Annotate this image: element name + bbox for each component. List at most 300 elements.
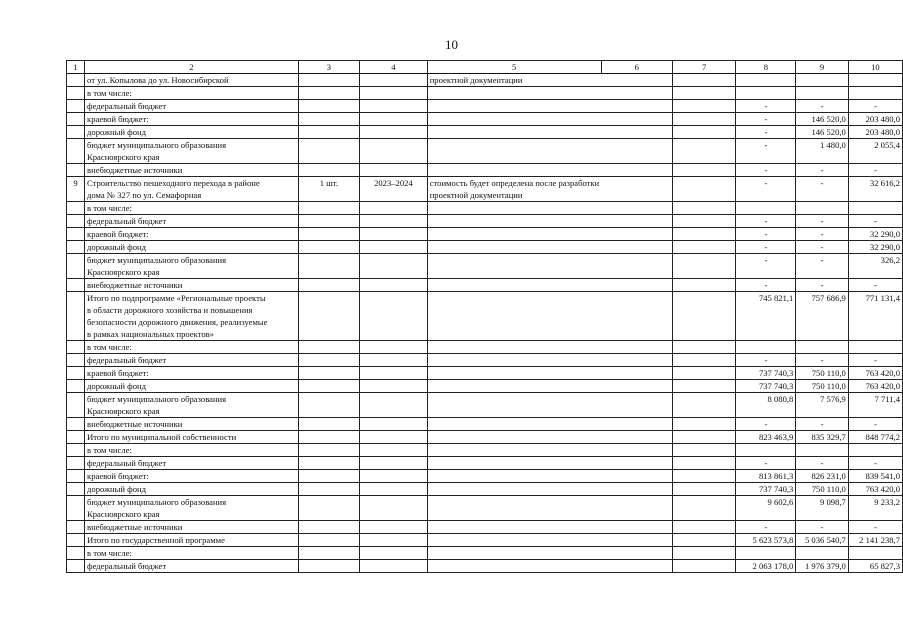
table-row bbox=[67, 292, 903, 341]
item-name-cell bbox=[85, 100, 299, 113]
note-cell bbox=[427, 228, 601, 241]
empty-cell bbox=[672, 444, 736, 457]
unit-cell bbox=[298, 354, 359, 367]
item-name-cell bbox=[85, 367, 299, 380]
table-row bbox=[67, 367, 903, 380]
item-name-line: краевой бюджет: bbox=[87, 229, 149, 239]
empty-cell bbox=[672, 113, 736, 126]
amount-2024-cell: 750 110,0 bbox=[796, 380, 848, 393]
item-name-line: в области дорожного хозяйства и повышения bbox=[87, 305, 253, 315]
empty-cell bbox=[672, 457, 736, 470]
table-row bbox=[67, 164, 903, 177]
amount-2025-cell: - bbox=[848, 418, 902, 431]
item-name-cell bbox=[85, 354, 299, 367]
period-cell bbox=[360, 534, 428, 547]
empty-cell bbox=[672, 380, 736, 393]
table-row bbox=[67, 444, 903, 457]
item-name-line: краевой бюджет: bbox=[87, 368, 149, 378]
empty-cell bbox=[601, 367, 672, 380]
row-number-cell bbox=[67, 354, 85, 367]
note-cell bbox=[427, 444, 601, 457]
item-name-line: дорожный фонд bbox=[87, 484, 146, 494]
period-cell bbox=[360, 87, 428, 100]
item-name-cell bbox=[85, 113, 299, 126]
table-row bbox=[67, 254, 903, 279]
empty-cell bbox=[672, 341, 736, 354]
amount-2025-cell: 2 055,4 bbox=[848, 139, 902, 164]
empty-cell bbox=[601, 341, 672, 354]
amount-2025-cell: 203 480,0 bbox=[848, 113, 902, 126]
unit-cell bbox=[298, 228, 359, 241]
unit-cell bbox=[298, 87, 359, 100]
note-cell bbox=[427, 100, 601, 113]
column-number: 2 bbox=[85, 61, 299, 74]
empty-cell bbox=[601, 354, 672, 367]
item-name-line: дорожный фонд bbox=[87, 242, 146, 252]
unit-cell bbox=[298, 139, 359, 164]
empty-cell bbox=[672, 215, 736, 228]
empty-cell bbox=[672, 202, 736, 215]
amount-2023-cell: - bbox=[736, 215, 796, 228]
item-name-line: в рамках национальных проектов» bbox=[87, 329, 214, 339]
table-row bbox=[67, 341, 903, 354]
unit-cell bbox=[298, 202, 359, 215]
item-name-line: федеральный бюджет bbox=[87, 216, 167, 226]
empty-cell bbox=[601, 292, 672, 341]
empty-cell bbox=[601, 254, 672, 279]
empty-cell bbox=[601, 87, 672, 100]
period-cell bbox=[360, 74, 428, 87]
item-name-cell bbox=[85, 292, 299, 341]
row-number-cell bbox=[67, 367, 85, 380]
item-name-line: Итого по муниципальной собственности bbox=[87, 432, 237, 442]
amount-2024-cell: 1 480,0 bbox=[796, 139, 848, 164]
empty-cell bbox=[601, 126, 672, 139]
period-cell bbox=[360, 202, 428, 215]
amount-2024-cell bbox=[796, 74, 848, 87]
period-cell bbox=[360, 100, 428, 113]
note-cell bbox=[427, 164, 601, 177]
unit-cell bbox=[298, 393, 359, 418]
row-number-cell bbox=[67, 139, 85, 164]
row-number-cell bbox=[67, 534, 85, 547]
table-row bbox=[67, 139, 903, 164]
amount-2023-cell bbox=[736, 202, 796, 215]
empty-cell bbox=[672, 534, 736, 547]
period-cell: 2023–2024 bbox=[360, 177, 428, 202]
table-row bbox=[67, 126, 903, 139]
item-name-line: внебюджетные источники bbox=[87, 419, 183, 429]
item-name-cell bbox=[85, 457, 299, 470]
unit-cell: 1 шт. bbox=[298, 177, 359, 202]
unit-cell bbox=[298, 367, 359, 380]
item-name-line: безопасности дорожного движения, реализуемые bbox=[87, 317, 268, 327]
unit-cell bbox=[298, 292, 359, 341]
note-cell bbox=[427, 367, 601, 380]
amount-2025-cell: 763 420,0 bbox=[848, 380, 902, 393]
item-name-cell bbox=[85, 496, 299, 521]
amount-2025-cell: 848 774,2 bbox=[848, 431, 902, 444]
row-number-cell: 9 bbox=[67, 177, 85, 202]
item-name-cell bbox=[85, 177, 299, 202]
item-name-line: дома № 327 по ул. Семафорная bbox=[87, 190, 202, 200]
table-row bbox=[67, 354, 903, 367]
note-line: проектной документации bbox=[429, 75, 523, 85]
amount-2024-cell: - bbox=[796, 228, 848, 241]
item-name-line: в том числе: bbox=[87, 445, 132, 455]
amount-2023-cell bbox=[736, 547, 796, 560]
row-number-cell bbox=[67, 164, 85, 177]
empty-cell bbox=[601, 164, 672, 177]
item-name-line: в том числе: bbox=[87, 88, 132, 98]
amount-2025-cell: - bbox=[848, 279, 902, 292]
period-cell bbox=[360, 483, 428, 496]
item-name-line: дорожный фонд bbox=[87, 381, 146, 391]
amount-2025-cell: 2 141 238,7 bbox=[848, 534, 902, 547]
empty-cell bbox=[672, 74, 736, 87]
amount-2025-cell: 763 420,0 bbox=[848, 483, 902, 496]
amount-2024-cell: - bbox=[796, 521, 848, 534]
amount-2024-cell bbox=[796, 444, 848, 457]
empty-cell bbox=[672, 496, 736, 521]
row-number-cell bbox=[67, 228, 85, 241]
unit-cell bbox=[298, 470, 359, 483]
note-cell bbox=[427, 483, 601, 496]
table-row bbox=[67, 418, 903, 431]
period-cell bbox=[360, 113, 428, 126]
period-cell bbox=[360, 279, 428, 292]
amount-2023-cell: - bbox=[736, 228, 796, 241]
item-name-cell bbox=[85, 431, 299, 444]
table-row bbox=[67, 215, 903, 228]
item-name-cell bbox=[85, 87, 299, 100]
row-number-cell bbox=[67, 521, 85, 534]
amount-2023-cell: - bbox=[736, 279, 796, 292]
amount-2024-cell: - bbox=[796, 215, 848, 228]
item-name-cell bbox=[85, 521, 299, 534]
period-cell bbox=[360, 228, 428, 241]
amount-2025-cell: - bbox=[848, 354, 902, 367]
amount-2025-cell: 7 711,4 bbox=[848, 393, 902, 418]
item-name-line: бюджет муниципального образования bbox=[87, 255, 227, 265]
empty-cell bbox=[672, 87, 736, 100]
item-name-cell bbox=[85, 202, 299, 215]
amount-2024-cell: 757 686,9 bbox=[796, 292, 848, 341]
amount-2024-cell: - bbox=[796, 279, 848, 292]
amount-2024-cell: - bbox=[796, 177, 848, 202]
amount-2023-cell: 745 821,1 bbox=[736, 292, 796, 341]
amount-2023-cell bbox=[736, 74, 796, 87]
amount-2025-cell: 763 420,0 bbox=[848, 367, 902, 380]
item-name-line: Строительство пешеходного перехода в районе bbox=[87, 178, 260, 188]
period-cell bbox=[360, 418, 428, 431]
row-number-cell bbox=[67, 292, 85, 341]
item-name-line: Итого по государственной программе bbox=[87, 535, 225, 545]
amount-2024-cell: - bbox=[796, 100, 848, 113]
empty-cell bbox=[672, 279, 736, 292]
item-name-line: внебюджетные источники bbox=[87, 165, 183, 175]
empty-cell bbox=[601, 470, 672, 483]
item-name-cell bbox=[85, 215, 299, 228]
table-row bbox=[67, 113, 903, 126]
item-name-line: Красноярского края bbox=[87, 406, 160, 416]
item-name-cell bbox=[85, 279, 299, 292]
item-name-line: бюджет муниципального образования bbox=[87, 394, 227, 404]
item-name-cell bbox=[85, 534, 299, 547]
item-name-line: краевой бюджет: bbox=[87, 114, 149, 124]
row-number-cell bbox=[67, 279, 85, 292]
note-cell bbox=[427, 254, 601, 279]
amount-2025-cell: - bbox=[848, 100, 902, 113]
empty-cell bbox=[601, 496, 672, 521]
empty-cell bbox=[672, 560, 736, 573]
row-number-cell bbox=[67, 560, 85, 573]
note-cell bbox=[427, 431, 601, 444]
amount-2024-cell bbox=[796, 87, 848, 100]
note-cell bbox=[427, 470, 601, 483]
item-name-line: федеральный бюджет bbox=[87, 101, 167, 111]
item-name-line: бюджет муниципального образования bbox=[87, 497, 227, 507]
unit-cell bbox=[298, 341, 359, 354]
period-cell bbox=[360, 241, 428, 254]
note-cell bbox=[427, 177, 601, 202]
amount-2024-cell: 146 520,0 bbox=[796, 126, 848, 139]
item-name-cell bbox=[85, 483, 299, 496]
note-cell bbox=[427, 74, 601, 87]
column-number: 5 bbox=[427, 61, 601, 74]
amount-2025-cell: 326,2 bbox=[848, 254, 902, 279]
empty-cell bbox=[672, 547, 736, 560]
amount-2024-cell: 835 329,7 bbox=[796, 431, 848, 444]
item-name-cell bbox=[85, 547, 299, 560]
amount-2023-cell: - bbox=[736, 354, 796, 367]
amount-2023-cell: - bbox=[736, 113, 796, 126]
amount-2025-cell: - bbox=[848, 215, 902, 228]
period-cell bbox=[360, 126, 428, 139]
note-cell bbox=[427, 279, 601, 292]
amount-2023-cell: - bbox=[736, 139, 796, 164]
unit-cell bbox=[298, 164, 359, 177]
empty-cell bbox=[672, 521, 736, 534]
item-name-line: в том числе: bbox=[87, 342, 132, 352]
item-name-cell bbox=[85, 139, 299, 164]
note-cell bbox=[427, 496, 601, 521]
table-row bbox=[67, 74, 903, 87]
empty-cell bbox=[672, 126, 736, 139]
note-cell bbox=[427, 380, 601, 393]
table-row bbox=[67, 100, 903, 113]
unit-cell bbox=[298, 431, 359, 444]
empty-cell bbox=[601, 113, 672, 126]
empty-cell bbox=[601, 560, 672, 573]
period-cell bbox=[360, 431, 428, 444]
amount-2025-cell bbox=[848, 341, 902, 354]
row-number-cell bbox=[67, 126, 85, 139]
item-name-cell bbox=[85, 341, 299, 354]
item-name-line: бюджет муниципального образования bbox=[87, 140, 227, 150]
column-number: 8 bbox=[736, 61, 796, 74]
note-cell bbox=[427, 560, 601, 573]
table-row bbox=[67, 431, 903, 444]
amount-2023-cell: 813 861,3 bbox=[736, 470, 796, 483]
note-cell bbox=[427, 292, 601, 341]
column-number: 1 bbox=[67, 61, 85, 74]
item-name-cell bbox=[85, 470, 299, 483]
amount-2024-cell bbox=[796, 547, 848, 560]
amount-2024-cell: - bbox=[796, 418, 848, 431]
row-number-cell bbox=[67, 87, 85, 100]
amount-2025-cell bbox=[848, 547, 902, 560]
unit-cell bbox=[298, 418, 359, 431]
row-number-cell bbox=[67, 496, 85, 521]
unit-cell bbox=[298, 547, 359, 560]
column-number: 9 bbox=[796, 61, 848, 74]
amount-2023-cell: 823 463,9 bbox=[736, 431, 796, 444]
note-cell bbox=[427, 202, 601, 215]
amount-2024-cell: - bbox=[796, 254, 848, 279]
empty-cell bbox=[672, 418, 736, 431]
amount-2023-cell bbox=[736, 444, 796, 457]
note-cell bbox=[427, 126, 601, 139]
empty-cell bbox=[672, 483, 736, 496]
unit-cell bbox=[298, 113, 359, 126]
row-number-cell bbox=[67, 393, 85, 418]
item-name-line: федеральный бюджет bbox=[87, 561, 167, 571]
item-name-cell bbox=[85, 254, 299, 279]
table-row bbox=[67, 87, 903, 100]
item-name-line: дорожный фонд bbox=[87, 127, 146, 137]
amount-2023-cell: - bbox=[736, 241, 796, 254]
empty-cell bbox=[672, 100, 736, 113]
amount-2024-cell: - bbox=[796, 354, 848, 367]
amount-2023-cell: 8 080,8 bbox=[736, 393, 796, 418]
row-number-cell bbox=[67, 431, 85, 444]
empty-cell bbox=[601, 241, 672, 254]
unit-cell bbox=[298, 560, 359, 573]
unit-cell bbox=[298, 534, 359, 547]
note-cell bbox=[427, 215, 601, 228]
item-name-cell bbox=[85, 164, 299, 177]
row-number-cell bbox=[67, 470, 85, 483]
empty-cell bbox=[601, 547, 672, 560]
amount-2023-cell: - bbox=[736, 254, 796, 279]
table-row bbox=[67, 228, 903, 241]
empty-cell bbox=[601, 444, 672, 457]
period-cell bbox=[360, 215, 428, 228]
item-name-line: Итого по подпрограмме «Региональные проекты bbox=[87, 293, 266, 303]
item-name-line: от ул. Копылова до ул. Новосибирской bbox=[87, 75, 229, 85]
empty-cell bbox=[601, 215, 672, 228]
unit-cell bbox=[298, 215, 359, 228]
amount-2023-cell: 5 623 573,8 bbox=[736, 534, 796, 547]
item-name-line: внебюджетные источники bbox=[87, 522, 183, 532]
row-number-cell bbox=[67, 547, 85, 560]
period-cell bbox=[360, 254, 428, 279]
period-cell bbox=[360, 380, 428, 393]
note-cell bbox=[427, 534, 601, 547]
note-cell bbox=[427, 113, 601, 126]
amount-2023-cell: - bbox=[736, 100, 796, 113]
note-cell bbox=[427, 547, 601, 560]
amount-2023-cell: 9 602,6 bbox=[736, 496, 796, 521]
column-number: 3 bbox=[298, 61, 359, 74]
table-row bbox=[67, 241, 903, 254]
note-cell bbox=[427, 87, 601, 100]
empty-cell bbox=[672, 241, 736, 254]
amount-2025-cell bbox=[848, 202, 902, 215]
note-cell bbox=[427, 521, 601, 534]
empty-cell bbox=[601, 279, 672, 292]
note-cell bbox=[427, 341, 601, 354]
amount-2023-cell: - bbox=[736, 126, 796, 139]
item-name-cell bbox=[85, 74, 299, 87]
unit-cell bbox=[298, 279, 359, 292]
column-number-row bbox=[67, 61, 903, 74]
empty-cell bbox=[601, 100, 672, 113]
unit-cell bbox=[298, 100, 359, 113]
empty-cell bbox=[601, 380, 672, 393]
table-row bbox=[67, 457, 903, 470]
column-number: 7 bbox=[672, 61, 736, 74]
amount-2024-cell: 7 576,9 bbox=[796, 393, 848, 418]
table-row bbox=[67, 521, 903, 534]
empty-cell bbox=[601, 177, 672, 202]
amount-2025-cell: 9 233,2 bbox=[848, 496, 902, 521]
period-cell bbox=[360, 393, 428, 418]
period-cell bbox=[360, 354, 428, 367]
amount-2024-cell: - bbox=[796, 164, 848, 177]
empty-cell bbox=[672, 139, 736, 164]
period-cell bbox=[360, 470, 428, 483]
amount-2023-cell bbox=[736, 341, 796, 354]
note-cell bbox=[427, 139, 601, 164]
item-name-cell bbox=[85, 444, 299, 457]
empty-cell bbox=[672, 367, 736, 380]
amount-2025-cell: - bbox=[848, 521, 902, 534]
note-line: стоимость будет определена после разработки bbox=[429, 178, 600, 188]
amount-2025-cell: 32 290,0 bbox=[848, 241, 902, 254]
item-name-line: краевой бюджет: bbox=[87, 471, 149, 481]
amount-2025-cell bbox=[848, 87, 902, 100]
empty-cell bbox=[672, 164, 736, 177]
table-row bbox=[67, 393, 903, 418]
item-name-cell bbox=[85, 228, 299, 241]
page-number: 10 bbox=[445, 37, 458, 52]
empty-cell bbox=[601, 483, 672, 496]
empty-cell bbox=[601, 228, 672, 241]
unit-cell bbox=[298, 380, 359, 393]
period-cell bbox=[360, 444, 428, 457]
period-cell bbox=[360, 164, 428, 177]
table-row bbox=[67, 470, 903, 483]
unit-cell bbox=[298, 254, 359, 279]
amount-2023-cell: - bbox=[736, 521, 796, 534]
unit-cell bbox=[298, 496, 359, 521]
item-name-line: в том числе: bbox=[87, 203, 132, 213]
table-row bbox=[67, 534, 903, 547]
unit-cell bbox=[298, 521, 359, 534]
table-row bbox=[67, 547, 903, 560]
amount-2023-cell: - bbox=[736, 164, 796, 177]
amount-2025-cell bbox=[848, 74, 902, 87]
item-name-cell bbox=[85, 393, 299, 418]
amount-2023-cell: 737 740,3 bbox=[736, 380, 796, 393]
row-number-cell bbox=[67, 113, 85, 126]
amount-2023-cell: 737 740,3 bbox=[736, 483, 796, 496]
table-row bbox=[67, 380, 903, 393]
amount-2025-cell: 32 290,0 bbox=[848, 228, 902, 241]
column-number: 4 bbox=[360, 61, 428, 74]
